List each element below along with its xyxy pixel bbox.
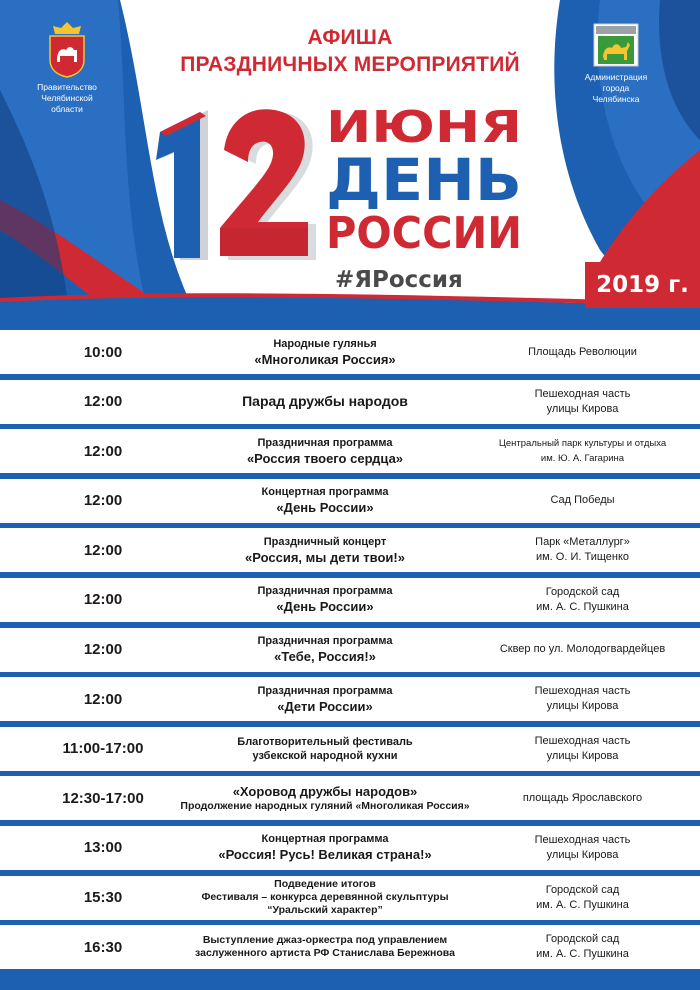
event-title <box>180 380 470 424</box>
table-row <box>0 479 700 523</box>
event-title-line: Праздничная программа <box>257 585 393 598</box>
logo-left-caption-line: Челябинской <box>41 93 93 103</box>
table-row <box>0 776 700 820</box>
event-venue-line: улицы Кирова <box>546 749 619 762</box>
event-venue-line: Пешеходная часть <box>534 833 631 846</box>
event-venue <box>470 727 695 771</box>
event-time: 12:00 <box>83 442 123 460</box>
event-title <box>180 776 470 820</box>
chelyabinsk-region-logo <box>22 20 112 115</box>
event-title-line: Концертная программа <box>261 833 389 846</box>
event-venue <box>470 330 695 374</box>
event-title-line: «Тебе, Россия!» <box>274 649 376 665</box>
logo-right-caption-line: Администрация <box>584 72 648 82</box>
event-venue <box>470 578 695 622</box>
table-row <box>0 330 700 374</box>
event-venue-line: Городской сад <box>545 585 620 598</box>
table-row <box>0 628 700 672</box>
event-title-line: «Хоровод дружбы народов» <box>232 784 418 800</box>
event-venue-line: улицы Кирова <box>546 848 619 861</box>
event-venue <box>470 380 695 424</box>
event-venue-line: улицы Кирова <box>546 700 619 713</box>
event-venue-line: Парк «Металлург» <box>535 536 630 549</box>
event-title-line: «Дети России» <box>277 698 373 714</box>
event-venue <box>470 826 695 870</box>
event-venue-line: Центральный парк культуры и отдыха <box>498 438 667 450</box>
table-row <box>0 578 700 622</box>
event-title-line: «Многоликая Россия» <box>254 351 396 367</box>
event-time: 12:00 <box>83 641 123 659</box>
event-title-line: Благотворительный фестиваль <box>237 735 413 748</box>
event-title <box>180 578 470 622</box>
event-time: 12:00 <box>83 492 123 510</box>
event-title <box>180 876 470 920</box>
event-venue-line: Пешеходная часть <box>534 734 631 747</box>
event-title-line: Парад дружбы народов <box>242 393 408 410</box>
event-venue-line: им. А. С. Пушкина <box>536 948 629 961</box>
poster-header <box>0 0 700 322</box>
event-title-line: Подведение итогов <box>274 878 376 891</box>
event-title <box>180 429 470 473</box>
event-title-line: узбекской народной кухни <box>252 749 398 762</box>
events-schedule <box>0 322 700 990</box>
big-word-russia: РОССИИ <box>326 208 522 259</box>
event-title-line: Фестиваля – конкурса деревянной скульптуры <box>201 891 449 904</box>
table-row <box>0 677 700 721</box>
region-coat-of-arms-icon <box>46 20 88 78</box>
event-venue-line: Городской сад <box>545 883 620 896</box>
event-title <box>180 479 470 523</box>
event-title-line: «Россия, мы дети твои!» <box>245 549 405 565</box>
event-venue-line: им. О. И. Тищенко <box>535 551 630 564</box>
event-time: 12:00 <box>83 690 123 708</box>
event-title-line: «Россия твоего сердца» <box>246 450 404 466</box>
logo-left-caption-line: области <box>51 104 83 114</box>
poster-title <box>120 24 580 78</box>
event-title-line: Праздничный концерт <box>263 535 387 548</box>
table-row <box>0 826 700 870</box>
table-row <box>0 528 700 572</box>
table-row <box>0 727 700 771</box>
big-date-graphic <box>150 100 550 270</box>
table-row <box>0 876 700 920</box>
event-venue <box>470 876 695 920</box>
event-time: 11:00-17:00 <box>62 740 144 758</box>
event-title-line: Народные гулянья <box>273 337 377 350</box>
table-row <box>0 380 700 424</box>
event-time: 12:30-17:00 <box>62 789 144 807</box>
year-badge: 2019 г. <box>585 262 700 308</box>
event-time: 16:30 <box>83 938 123 956</box>
event-venue-line: Сад Победы <box>550 494 615 507</box>
big-word-day: ДЕНЬ <box>326 146 522 214</box>
city-coat-of-arms-icon <box>592 22 640 68</box>
digit-one <box>156 110 208 260</box>
event-time: 15:30 <box>83 889 123 907</box>
big-word-june: ИЮНЯ <box>326 102 522 153</box>
event-venue-line: им. А. С. Пушкина <box>536 600 629 613</box>
event-title <box>180 330 470 374</box>
schedule-table <box>0 330 700 969</box>
event-title-line: «День России» <box>276 500 374 516</box>
event-venue <box>470 776 695 820</box>
event-title <box>180 528 470 572</box>
event-title <box>180 727 470 771</box>
event-title-line: Праздничная программа <box>257 436 393 449</box>
event-venue <box>470 479 695 523</box>
event-time: 12:00 <box>83 393 123 411</box>
hashtag: #ЯРоссия <box>335 267 463 293</box>
event-title-line: Выступление джаз-оркестра под управлением <box>202 934 448 947</box>
event-title <box>180 925 470 969</box>
event-title-line: Праздничная программа <box>257 635 393 648</box>
logo-right-caption-line: города <box>602 83 630 93</box>
event-venue <box>470 429 695 473</box>
digit-two <box>220 109 316 260</box>
event-venue-line: Пешеходная часть <box>534 387 631 400</box>
event-venue-line: им. А. С. Пушкина <box>536 898 629 911</box>
event-time: 12:00 <box>83 591 123 609</box>
event-title-line: Концертная программа <box>261 486 389 499</box>
event-venue-line: им. Ю. А. Гагарина <box>540 453 625 465</box>
table-row <box>0 429 700 473</box>
event-title-line: Праздничная программа <box>257 684 393 697</box>
event-venue <box>470 628 695 672</box>
event-title-line: «День России» <box>276 599 374 615</box>
event-time: 13:00 <box>83 839 123 857</box>
event-title <box>180 677 470 721</box>
event-venue <box>470 528 695 572</box>
poster-title-line: ПРАЗДНИЧНЫХ МЕРОПРИЯТИЙ <box>180 53 520 76</box>
event-title <box>180 628 470 672</box>
event-time: 12:00 <box>83 541 123 559</box>
event-venue <box>470 925 695 969</box>
event-title <box>180 826 470 870</box>
table-row <box>0 925 700 969</box>
logo-left-caption-line: Правительство <box>37 82 97 92</box>
event-title-line: “Уральский характер” <box>267 904 383 917</box>
event-venue-line: Городской сад <box>545 933 620 946</box>
logo-right-caption-line: Челябинска <box>592 94 640 104</box>
event-venue-line: площадь Ярославского <box>522 791 643 804</box>
event-venue-line: Пешеходная часть <box>534 685 631 698</box>
event-venue-line: Площадь Революции <box>528 345 637 358</box>
event-venue-line: улицы Кирова <box>546 402 619 415</box>
event-venue-line: Сквер по ул. Молодогвардейцев <box>499 643 666 656</box>
poster-title-line: АФИША <box>307 26 393 49</box>
chelyabinsk-city-logo <box>566 22 666 105</box>
event-title-line: заслуженного артиста РФ Станислава Бережнова <box>195 947 455 960</box>
event-title-line: «Россия! Русь! Великая страна!» <box>218 847 432 863</box>
event-venue <box>470 677 695 721</box>
event-time: 10:00 <box>83 343 123 361</box>
event-title-line: Продолжение народных гуляний «Многоликая Россия» <box>180 800 470 813</box>
